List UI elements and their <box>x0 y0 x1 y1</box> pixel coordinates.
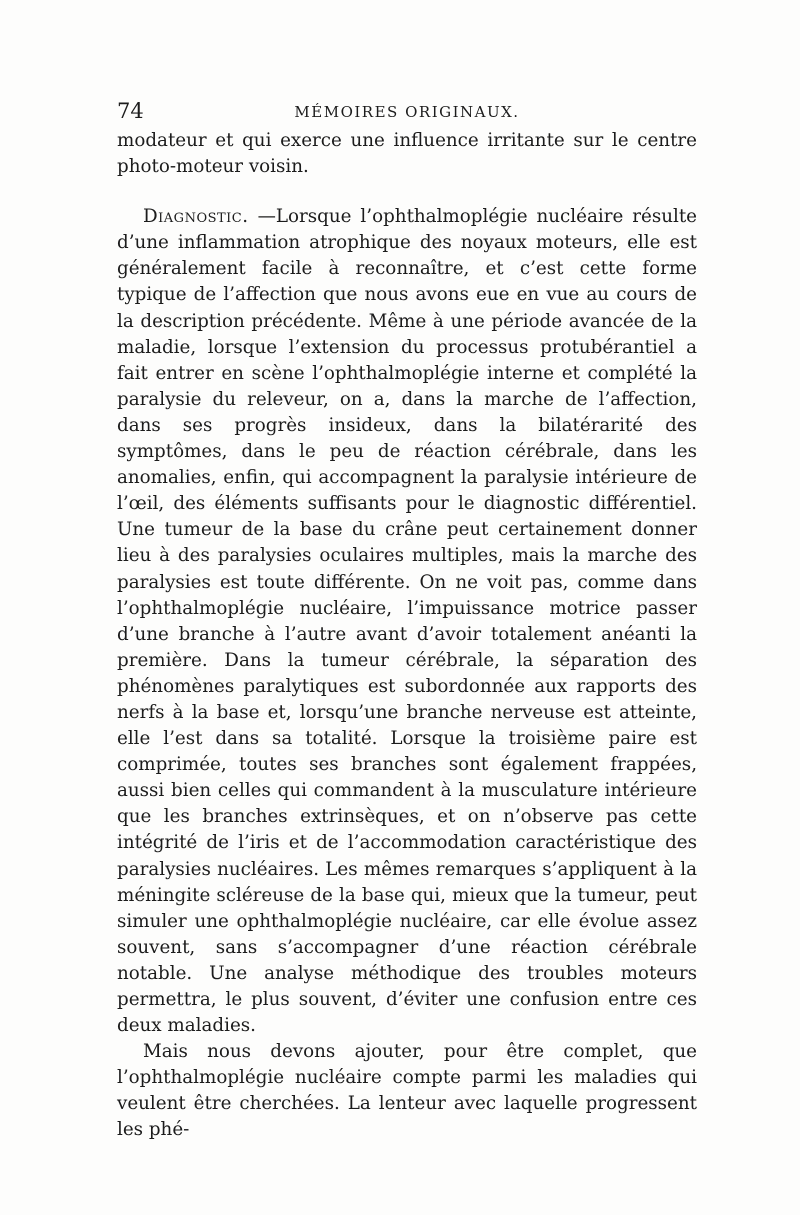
running-title: MÉMOIRES ORIGINAUX. <box>294 103 520 121</box>
paragraph-gap <box>117 180 697 204</box>
running-head <box>117 96 697 126</box>
body-text <box>117 128 697 1144</box>
paragraph-diagnostic <box>117 204 697 1039</box>
paragraph-final: Mais nous devons ajouter, pour être complet, que l’ophthalmoplégie nucléaire compte parmi les maladies qui veulent être cherchées. La lenteur avec laquelle progressent les phé- <box>117 1041 697 1141</box>
paragraph-diagnostic-body: —Lorsque l’ophthalmoplégie nucléaire résulte d’une inflammation atrophique des noyaux moteurs, elle est généralement facile à reconnaître, et c’est cette forme typique de l’affection que nous avons eue en vue au cours de la description précédente. Même à une période avancée de la maladie, lorsque l’extension du processus protubérantiel a fait entrer en scène l’ophthalmoplégie interne et complété la paralysie du releveur, on a, dans la marche de l’affection, dans ses progrès insideux, dans la bilatérarité des symptômes, dans le peu de réaction cérébrale, dans les anomalies, enfin, qui accompagnent la paralysie intérieure de l’œil, des éléments suffisants pour le diagnostic différentiel. Une tumeur de la base du crâne peut certainement donner lieu à des paralysies oculaires multiples, mais la marche des paralysies est toute différente. On ne voit pas, comme dans l’ophthalmoplégie nucléaire, l’impuissance motrice passer d’une branche à l’autre avant d’avoir totalement anéanti la première. Dans la tumeur cérébrale, la séparation des phénomènes paralytiques est subordonnée aux rapports des nerfs à la base et, lorsqu’une branche nerveuse est atteinte, elle l’est dans sa totalité. Lorsque la troisième paire est comprimée, toutes ses branches sont également frappées, aussi bien celles qui commandent à la musculature intérieure que les branches extrinsèques, et on n’observe pas cette intégrité de l’iris et de l’accommodation caractéristique des paralysies nucléaires. Les mêmes remarques s’appliquent à la méningite scléreuse de la base qui, mieux que la tumeur, peut simuler une ophthalmoplégie nucléaire, car elle évolue assez souvent, sans s’accompagner d’une réaction cérébrale notable. Une analyse méthodique des troubles moteurs permettra, le plus souvent, d’éviter une confusion entre ces deux maladies. <box>117 206 697 1037</box>
page-number: 74 <box>117 99 144 123</box>
paragraph-continuation: modateur et qui exerce une influence irritante sur le centre photo-moteur voisin. <box>117 130 697 178</box>
section-heading-diagnostic: Diagnostic. <box>143 206 249 228</box>
